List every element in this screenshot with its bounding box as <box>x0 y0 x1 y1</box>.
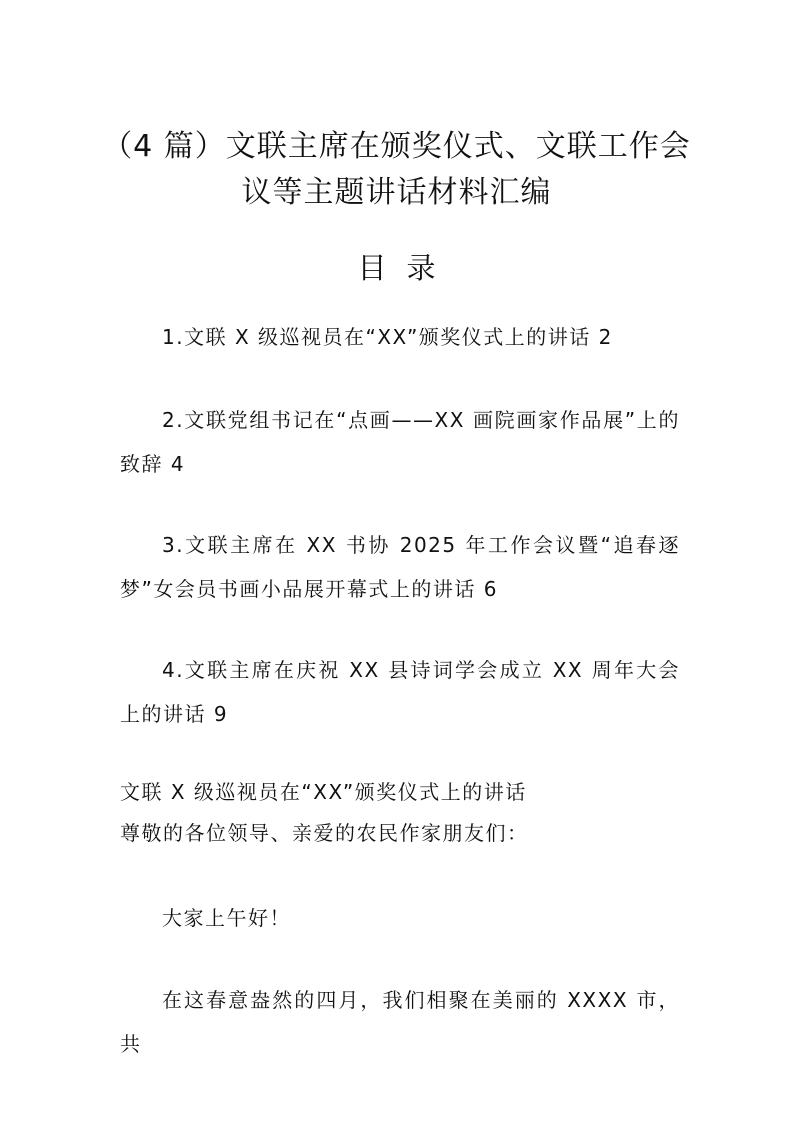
toc-heading: 目录 <box>357 251 456 285</box>
salutation: 尊敬的各位领导、亲爱的农民作家朋友们： <box>120 821 529 845</box>
document-title-line-1: （4 篇）文联主席在颁奖仪式、文联工作会 <box>102 129 691 164</box>
toc-entry-1[interactable]: 1.文联 X 级巡视员在“XX”颁奖仪式上的讲话 2 <box>162 325 613 349</box>
toc-entry-3[interactable]: 3.文联主席在 XX 书协 2025 年工作会议暨“追春逐梦”女会员书画小品展开幕式上的讲话 6 <box>120 533 680 601</box>
document-title-line-2: 议等主题讲话材料汇编 <box>241 175 552 210</box>
greeting: 大家上午好！ <box>162 906 291 930</box>
toc-entry-2[interactable]: 2.文联党组书记在“点画——XX 画院画家作品展”上的致辞 4 <box>120 408 680 476</box>
body-paragraph: 在这春意盎然的四月，我们相聚在美丽的 XXXX 市，共 <box>120 988 680 1056</box>
section-title: 文联 X 级巡视员在“XX”颁奖仪式上的讲话 <box>120 780 527 804</box>
toc-entry-4[interactable]: 4.文联主席在庆祝 XX 县诗词学会成立 XX 周年大会上的讲话 9 <box>120 658 680 726</box>
